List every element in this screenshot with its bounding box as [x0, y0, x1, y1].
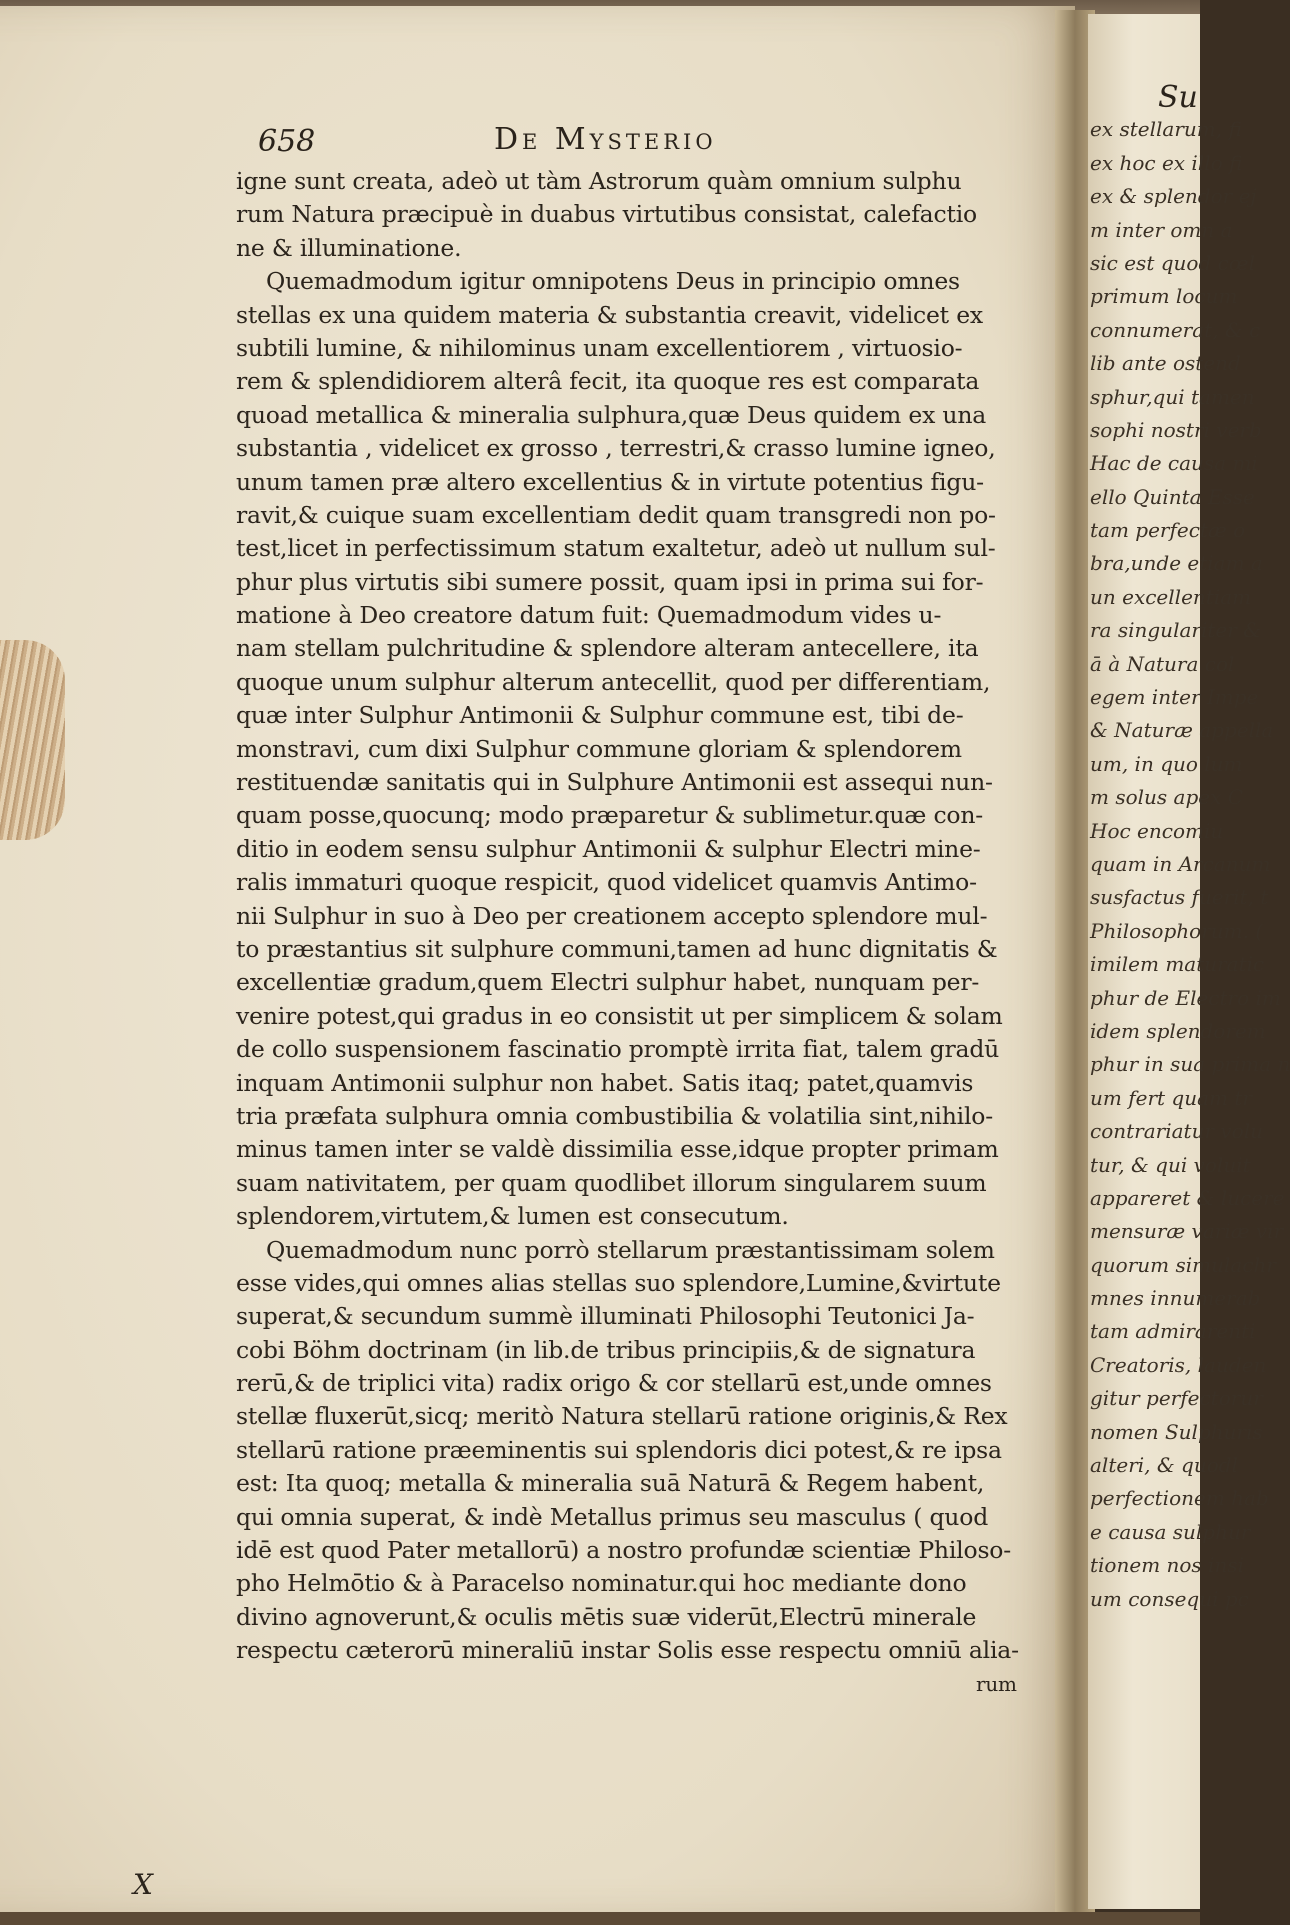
text-line: esse vides,qui omnes alias stellas suo splendore,Lumine,&virtute: [236, 1268, 1001, 1297]
right-text-line: idem splendorem: [1090, 1018, 1266, 1043]
right-text-line: ex hoc ex illo fi: [1090, 150, 1243, 175]
text-line: igne sunt creata, adeò ut tàm Astrorum quàm omnium sulphu: [236, 167, 962, 195]
text-line: rum Natura præcipuè in duabus virtutibus consistat, calefactio: [236, 200, 977, 229]
text-line: ditio in eodem sensu sulphur Antimonii & sulphur Electri mine-: [236, 834, 981, 863]
right-text-line: sic est quod cœl: [1090, 250, 1255, 275]
right-text-line: imilem maturatic: [1090, 952, 1265, 977]
book-bottom-edge: [0, 1912, 1200, 1925]
text-line: Quemadmodum igitur omnipotens Deus in principio omnes: [266, 267, 960, 296]
right-text-line: sphur,qui tamen: [1090, 384, 1255, 409]
text-line: subtili lumine, & nihilominus unam excellentiorem , virtuosio-: [236, 333, 963, 362]
right-text-line: Philosophorum. (: [1090, 918, 1264, 943]
right-text-line: mensuræ variæ vir: [1090, 1219, 1284, 1244]
text-line: de collo suspensionem fascinatio promptè irrita fiat, talem gradū: [236, 1035, 1000, 1064]
text-line: venire potest,qui gradus in eo consistit ut per simplicem & solam: [236, 1001, 1003, 1030]
right-text-line: ex stellarum, fi: [1090, 117, 1242, 142]
text-line: pho Helmōtio & à Paracelso nominatur.qui hoc mediante dono: [236, 1569, 967, 1598]
text-line: stellæ fluxerūt,sicq; meritò Natura stellarū ratione originis,& Rex: [236, 1402, 1008, 1431]
right-text-line: tionem nos insi: [1090, 1553, 1244, 1578]
text-line: respectu cæterorū mineraliū instar Solis esse respectu omniū alia-: [236, 1636, 1019, 1665]
right-text-line: ra singulariter &: [1090, 618, 1261, 643]
text-line: idē est quod Pater metallorū) a nostro profundæ scientiæ Philoso-: [236, 1536, 1011, 1565]
main-text-column: [236, 165, 1036, 1701]
right-page-number: Su: [1158, 80, 1198, 115]
right-text-line: mnes innumerab: [1090, 1286, 1261, 1311]
right-text-line: ā à Natura col: [1090, 651, 1235, 676]
text-line: splendorem,virtutem,& lumen est consecutum.: [236, 1202, 789, 1231]
running-head: [258, 122, 1038, 162]
text-line: matione à Deo creatore datum fuit: Quemadmodum vides u-: [236, 601, 942, 630]
page-number: 658: [258, 124, 316, 159]
right-page-text-column: [1090, 80, 1290, 1616]
text-line: divino agnoverunt,& oculis mētis suæ viderūt,Electrū minerale: [236, 1602, 977, 1631]
text-line: tria præfata sulphura omnia combustibilia & volatilia sint,nihilo-: [236, 1101, 993, 1130]
right-text-line: um consequi pc: [1090, 1586, 1249, 1611]
text-line: ne & illuminatione.: [236, 233, 462, 262]
right-text-line: appareret & lucere: [1090, 1185, 1285, 1210]
right-text-line: ex & splendor ej: [1090, 184, 1257, 209]
right-text-line: e causa sulphur: [1090, 1519, 1251, 1544]
right-text-line: susfactus fuerit, t: [1090, 885, 1269, 910]
text-line: quæ inter Sulphur Antimonii & Sulphur commune est, tibi de-: [236, 701, 964, 730]
text-line: substantia , videlicet ex grosso , terrestri,& crasso lumine igneo,: [236, 434, 996, 463]
right-text-line: m inter omn a: [1090, 217, 1233, 242]
text-line: minus tamen inter se valdè dissimilia esse,idque propter primam: [236, 1135, 999, 1164]
text-line: qui omnia superat, & indè Metallus primus seu masculus ( quod: [236, 1502, 989, 1531]
text-line: quoque unum sulphur alterum antecellit, quod per differentiam,: [236, 667, 991, 696]
right-text-line: m solus apex C: [1090, 785, 1244, 810]
text-line: ravit,& cuique suam excellentiam dedit quam transgredi non po-: [236, 500, 996, 529]
right-text-line: primum locum: [1090, 284, 1238, 309]
text-line: ralis immaturi quoque respicit, quod videlicet quamvis Antimo-: [236, 868, 977, 897]
text-line: rem & splendidiorem alterâ fecit, ita quoque res est comparata: [236, 367, 980, 396]
text-line: nii Sulphur in suo à Deo per creationem accepto splendore mul-: [236, 901, 988, 930]
right-line-spacer: [1090, 80, 1200, 113]
catchword: rum: [976, 1671, 1017, 1696]
right-text-line: connumerat, & c: [1090, 317, 1261, 342]
right-text-line: un excellentiam: [1090, 584, 1252, 609]
right-text-line: tam perfectæ o: [1090, 518, 1246, 543]
text-line: phur plus virtutis sibi sumere possit, quam ipsi in prima sui for-: [236, 567, 984, 596]
right-text-line: tam admirarenti: [1090, 1319, 1256, 1344]
right-text-line: ello Quinta Esse: [1090, 484, 1255, 509]
right-text-line: Hac de causa mi: [1090, 451, 1258, 476]
right-text-line: Hoc encomiu: [1090, 818, 1224, 843]
text-line: stellas ex una quidem materia & substantia creavit, videlicet ex: [236, 300, 983, 329]
signature-mark: X: [133, 1868, 153, 1901]
text-line: nam stellam pulchritudine & splendore alteram antecellere, ita: [236, 634, 979, 663]
page-heading: De Mysterio: [494, 122, 717, 157]
brush-bristles: [0, 640, 65, 840]
text-line: excellentiæ gradum,quem Electri sulphur habet, nunquam per-: [236, 968, 980, 997]
text-line: restituendæ sanitatis qui in Sulphure Antimonii est assequi nun-: [236, 768, 993, 797]
right-text-line: gitur perfectorur: [1090, 1386, 1263, 1411]
text-line: unum tamen præ altero excellentius & in virtute potentius figu-: [236, 467, 984, 496]
right-text-line: tur, & qui voluit: [1090, 1152, 1251, 1177]
right-text-line: um fert quam tr: [1090, 1085, 1252, 1110]
right-text-line: lib ante ostend: [1090, 351, 1241, 376]
right-text-line: egem inter Impe: [1090, 685, 1259, 710]
text-line: test,licet in perfectissimum statum exaltetur, adeò ut nullum sul-: [236, 534, 996, 563]
text-line: cobi Böhm doctrinam (in lib.de tribus principiis,& de signatura: [236, 1335, 976, 1364]
right-text-line: alteri, & quodl: [1090, 1453, 1238, 1478]
right-text-line: phur de Electro im: [1090, 985, 1281, 1010]
right-text-line: Creatoris, lauden: [1090, 1352, 1267, 1377]
text-line: stellarū ratione præeminentis sui splendoris dici potest,& re ipsa: [236, 1435, 1002, 1464]
right-text-line: quam in Arcanum: [1090, 851, 1271, 876]
right-text-line: & Naturæ appella: [1090, 718, 1274, 743]
right-text-line: nomen Sulphuris: [1090, 1419, 1263, 1444]
text-line: suam nativitatem, per quam quodlibet illorum singularem suum: [236, 1168, 987, 1197]
right-text-line: sophi nostri verb: [1090, 417, 1262, 442]
text-line: monstravi, cum dixi Sulphur commune gloriam & splendorem: [236, 734, 962, 763]
text-line: quam posse,quocunq; modo præparetur & sublimetur.quæ con-: [236, 801, 984, 830]
right-text-line: bra,unde etiam a: [1090, 551, 1263, 576]
right-text-line: perfectionem hab: [1090, 1486, 1269, 1511]
text-line: Quemadmodum nunc porrò stellarum præstantissimam solem: [266, 1235, 995, 1264]
text-line: inquam Antimonii sulphur non habet. Satis itaq; patet,quamvis: [236, 1068, 974, 1097]
text-line: superat,& secundum summè illuminati Philosophi Teutonici Ja-: [236, 1302, 975, 1331]
text-line: rerū,& de triplici vita) radix origo & cor stellarū est,unde omnes: [236, 1369, 992, 1398]
text-line: quoad metallica & mineralia sulphura,quæ Deus quidem ex una: [236, 400, 987, 429]
text-line: est: Ita quoq; metalla & mineralia suā Naturā & Regem habent,: [236, 1469, 985, 1498]
right-text-line: phur in sua prima n: [1090, 1052, 1290, 1077]
right-text-line: contrariatur volu: [1090, 1119, 1263, 1144]
right-text-line: um, in quo lum: [1090, 751, 1243, 776]
right-text-line: quorum simulachr: [1090, 1252, 1276, 1277]
text-line: to præstantius sit sulphure communi,tamen ad hunc dignitatis &: [236, 934, 998, 963]
